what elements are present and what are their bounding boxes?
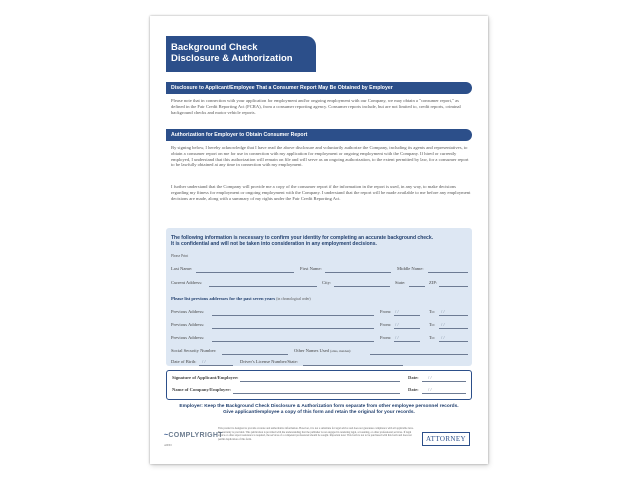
employer-note-line2: Give applicant/employee a copy of this form and retain the original for your records. (223, 410, 415, 415)
from-date-field-2[interactable]: / / (395, 322, 399, 327)
previous-addresses-title: Please list previous addresses for the past seven years (171, 296, 276, 301)
identity-info-heading (171, 235, 467, 248)
form-sheet (150, 16, 488, 464)
form-title (166, 36, 316, 72)
zip-label: ZIP: (429, 280, 438, 285)
other-names-field[interactable] (370, 354, 468, 355)
ssn-field[interactable] (222, 354, 288, 355)
company-field[interactable] (233, 393, 400, 394)
other-names-label (294, 348, 351, 353)
company-date-label: Date: (408, 387, 419, 392)
previous-address-field-2[interactable] (212, 328, 374, 329)
previous-addresses-note: (in chronological order) (276, 297, 311, 301)
signature-date-label: Date: (408, 375, 419, 380)
employer-note (166, 404, 472, 416)
previous-address-label-2: Previous Address: (171, 322, 205, 327)
to-date-line-1 (439, 315, 468, 316)
attorney-logo: ATTORNEY (422, 432, 470, 446)
from-label-1: From: (380, 309, 392, 314)
disclosure-heading: Disclosure to Applicant/Employee That a Consumer Report May Be Obtained by Employer (166, 82, 472, 94)
ssn-label: Social Security Number: (171, 348, 217, 353)
previous-address-field-3[interactable] (212, 341, 374, 342)
signature-date-line (422, 381, 466, 382)
signature-date-field[interactable]: / / (428, 375, 432, 380)
from-date-field-3[interactable]: / / (395, 335, 399, 340)
previous-address-label-1: Previous Address: (171, 309, 205, 314)
current-address-field[interactable] (209, 286, 317, 287)
middle-name-label: Middle Name: (397, 266, 424, 271)
previous-address-field-1[interactable] (212, 315, 374, 316)
license-label: Driver's License Number/State: (240, 359, 298, 364)
authorization-para1: By signing below, I hereby acknowledge that I have read the above disclosure and voluntarily authorize the Company, including its agents and representatives, to obtain a consumer report on me for use in connection with my application for employment or ongoing employment with the Company. If hired or currently employed, I understand that this authorization will remain on file and will serve as an ongoing authorization, to the extent permitted by law, for a consumer report to be lawfully obtained at any time in connection with my employment. (171, 145, 469, 168)
complyright-logo (164, 432, 223, 439)
from-date-line-1 (394, 315, 420, 316)
authorization-para2: I further understand that the Company will provide me a copy of the consumer report if the information in the report is used, in any way, to make decisions regarding my fitness for employment or ongoing employment with the Company. I understand that the report will be made available to me before any employment decisions are made, along with a summary of my rights under the Fair Credit Reporting Act. (171, 184, 471, 201)
first-name-field[interactable] (325, 272, 391, 273)
company-date-field[interactable]: / / (428, 387, 432, 392)
to-date-field-2[interactable]: / / (441, 322, 445, 327)
form-title-line1: Background Check (171, 42, 258, 53)
zip-field[interactable] (439, 286, 468, 287)
last-name-field[interactable] (196, 272, 294, 273)
to-date-line-2 (439, 328, 468, 329)
authorization-heading: Authorization for Employer to Obtain Consumer Report (166, 129, 472, 141)
to-date-line-3 (439, 341, 468, 342)
other-names-label-note: (alias, maiden): (330, 349, 352, 353)
dob-line (199, 365, 233, 366)
city-label: City: (322, 280, 332, 285)
state-field[interactable] (409, 286, 425, 287)
signature-label: Signature of Applicant/Employee: (172, 375, 239, 380)
state-label: State: (395, 280, 406, 285)
identity-info-heading-line1: The following information is necessary to confirm your identity for completing an accurate background check. (171, 235, 433, 241)
to-label-3: To: (429, 335, 436, 340)
to-label-2: To: (429, 322, 436, 327)
from-date-line-2 (394, 328, 420, 329)
complyright-logo-text: COMPLYRIGHT (168, 432, 223, 439)
license-field[interactable] (303, 365, 403, 366)
previous-addresses-heading (171, 296, 311, 301)
other-names-label-text: Other Names Used (294, 348, 329, 353)
first-name-label: First Name: (300, 266, 322, 271)
employer-note-line1: Employer: Keep the Background Check Disclosure & Authorization form separate from other employee personnel records. (179, 404, 459, 409)
dob-label: Date of Birth: (171, 359, 197, 364)
disclosure-text: Please note that in connection with your application for employment and/or ongoing employment with our Company, we may obtain a "consumer report," as defined in the Fair Credit Reporting Act (FCRA), from a consumer reporting agency. Consumer reports include, but are not limited to, credit reports, criminal background checks and motor vehicle reports. (171, 98, 461, 115)
from-label-3: From: (380, 335, 392, 340)
company-label: Name of Company/Employer: (172, 387, 231, 392)
form-number: A0063 (164, 444, 172, 447)
previous-address-label-3: Previous Address: (171, 335, 205, 340)
swoosh-icon: ~ (164, 432, 169, 439)
identity-info-heading-line2: It is confidential and will not be taken into consideration in any employment decisions. (171, 241, 377, 248)
form-title-line2: Disclosure & Authorization (171, 53, 293, 64)
city-field[interactable] (334, 286, 390, 287)
fine-print: This product is designed to provide accurate and authoritative information. However, it is not a substitute for legal advice and does not guarantee compliance with all applicable laws. No warranty is provided. This publication is provided with the understanding that the publisher is not engaged in rendering legal, accounting, or other professional services. If legal advice or other expert assistance is required, the services of a competent professional should be sought. Important note: This form is not to be purchased with this form and does not permit duplication of this form. (218, 427, 414, 442)
dob-field[interactable]: / / (202, 359, 206, 364)
to-date-field-1[interactable]: / / (441, 309, 445, 314)
to-date-field-3[interactable]: / / (441, 335, 445, 340)
current-address-label: Current Address: (171, 280, 203, 285)
from-date-line-3 (394, 341, 420, 342)
middle-name-field[interactable] (428, 272, 468, 273)
last-name-label: Last Name: (171, 266, 193, 271)
company-date-line (422, 393, 466, 394)
please-print-note: Please Print (171, 254, 189, 258)
from-label-2: From: (380, 322, 392, 327)
to-label-1: To: (429, 309, 436, 314)
from-date-field-1[interactable]: / / (395, 309, 399, 314)
signature-field[interactable] (240, 381, 400, 382)
